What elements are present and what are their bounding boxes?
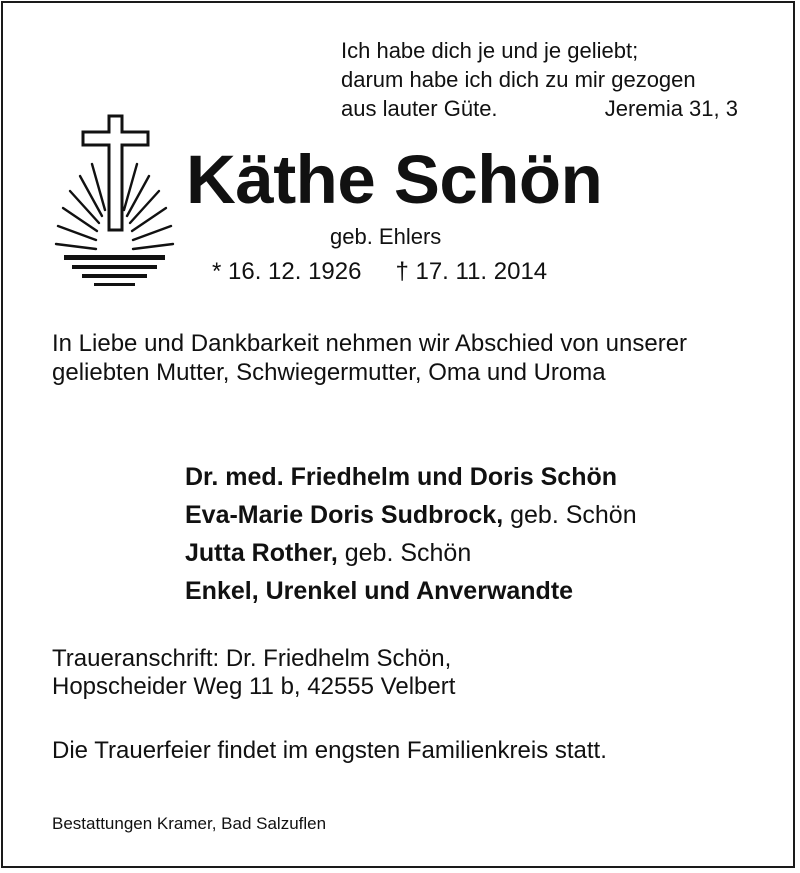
bible-verse [341,36,741,123]
mourner-row [185,572,637,610]
mourner-suffix: geb. Schön [503,501,637,529]
ceremony-note: Die Trauerfeier findet im engsten Familienkreis statt. [52,737,607,764]
verse-reference: Jeremia 31, 3 [604,96,738,121]
birth-date: * 16. 12. 1926 [212,258,362,285]
mourner-suffix: geb. Schön [337,539,472,567]
maiden-name: geb. Ehlers [330,224,442,249]
mourning-address [52,645,455,701]
deceased-name: Käthe Schön [186,141,603,218]
farewell-text: In Liebe und Dankbarkeit nehmen wir Abschied von unserer geliebten Mutter, Schwiegermutter, Oma und Uroma [52,330,688,386]
verse-line-1: Ich habe dich je und je geliebt; [341,38,639,63]
mourners-list [185,458,637,610]
mourner-name: Enkel, Urenkel und Anverwandte [185,577,574,605]
mourner-name: Eva-Marie Doris Sudbrock, [185,501,504,529]
mourner-row [185,458,637,496]
death-date: † 17. 11. 2014 [395,258,548,285]
life-dates [212,258,547,286]
verse-line-2: darum habe ich dich zu mir gezogen [341,67,696,92]
mourner-row [185,534,637,572]
mourner-row [185,496,637,534]
verse-line-3: aus lauter Güte. [341,96,498,121]
address-line-2: Hopscheider Weg 11 b, 42555 Velbert [52,673,456,700]
cross-with-rising-sun-icon [52,112,177,290]
address-line-1: Traueranschrift: Dr. Friedhelm Schön, [52,645,452,672]
mourner-name: Jutta Rother, [185,539,338,567]
mourner-name: Dr. med. Friedhelm und Doris Schön [185,463,618,491]
undertaker-credit: Bestattungen Kramer, Bad Salzuflen [52,814,327,833]
